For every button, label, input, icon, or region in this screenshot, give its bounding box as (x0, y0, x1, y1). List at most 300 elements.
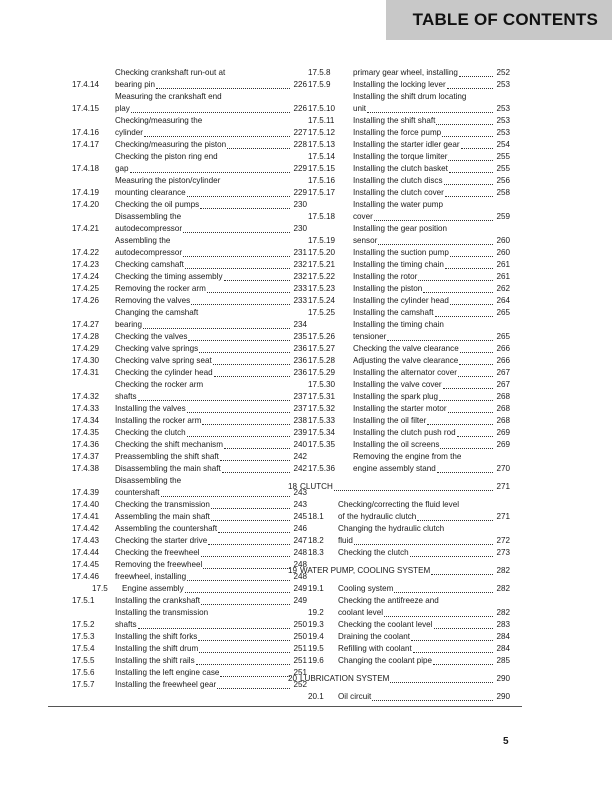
toc-entry-title: Cooling system (338, 584, 394, 593)
toc-entry-number: 17.4.26 (72, 296, 100, 305)
dot-leader (188, 340, 290, 341)
toc-entry-page: 253 (496, 80, 510, 89)
page-number: 5 (503, 736, 509, 747)
toc-entry[interactable] (288, 163, 510, 175)
toc-entry-page: 229 (293, 164, 307, 173)
toc-entry-number: 19.2 (308, 608, 324, 617)
dot-leader (387, 340, 493, 341)
toc-entry-title: sensor (353, 236, 378, 245)
toc-entry-number: 17.4.41 (72, 512, 100, 521)
toc-entry-title: shafts (115, 620, 137, 629)
toc-entry-title: Checking/correcting the fluid level (338, 500, 460, 509)
toc-entry-page: 251 (293, 644, 307, 653)
toc-entry[interactable] (288, 619, 510, 631)
toc-entry-title: Removing the valves (115, 296, 191, 305)
dot-leader (443, 388, 493, 389)
toc-entry[interactable] (72, 259, 307, 271)
toc-entry[interactable] (288, 319, 510, 343)
toc-entry-page: 268 (496, 416, 510, 425)
dot-leader (185, 268, 290, 269)
toc-entry-page: 267 (496, 368, 510, 377)
toc-entry-title: Installing the gear position (353, 224, 448, 233)
toc-entry-number: 17.4.39 (72, 488, 100, 497)
toc-entry[interactable] (288, 595, 510, 619)
dot-leader (214, 376, 290, 377)
toc-entry[interactable] (72, 415, 307, 427)
dot-leader (198, 640, 290, 641)
toc-entry[interactable] (72, 139, 307, 151)
dot-leader (433, 664, 493, 665)
toc-entry[interactable] (288, 691, 510, 703)
toc-entry-page: 232 (293, 272, 307, 281)
dot-leader (213, 364, 290, 365)
toc-entry-number: 17.5.34 (308, 428, 336, 437)
toc-entry[interactable] (288, 451, 510, 475)
toc-entry-title: cover (353, 212, 373, 221)
dot-leader (138, 628, 290, 629)
dot-leader (457, 436, 493, 437)
toc-entry[interactable] (72, 331, 307, 343)
toc-entry-number: 17.4.24 (72, 272, 100, 281)
toc-entry[interactable] (72, 67, 307, 91)
toc-entry-title: Measuring the piston/cylinder (115, 176, 221, 185)
toc-entry-title: Installing the shift rails (115, 656, 195, 665)
dot-leader (224, 280, 290, 281)
toc-entry-title: Checking the clutch (115, 428, 186, 437)
toc-entry[interactable] (72, 643, 307, 655)
toc-entry[interactable] (72, 355, 307, 367)
toc-entry-number: 17.5.1 (72, 596, 95, 605)
toc-entry-number: 19.6 (308, 656, 324, 665)
toc-entry-number: 17.5.6 (72, 668, 95, 677)
toc-entry[interactable] (72, 367, 307, 379)
dot-leader (201, 604, 290, 605)
toc-entry[interactable] (72, 571, 307, 583)
toc-entry-number: 17.5.16 (308, 176, 336, 185)
toc-entry-number: 19 (288, 566, 298, 575)
dot-leader (143, 328, 290, 329)
toc-entry[interactable] (288, 175, 510, 187)
toc-entry-number: 17.5.12 (308, 128, 336, 137)
toc-entry-title: play (115, 104, 130, 113)
toc-entry[interactable] (288, 271, 510, 283)
toc-entry-title: Installing the suction pump (353, 248, 449, 257)
toc-entry-number: 17.5 (92, 584, 108, 593)
toc-entry[interactable] (288, 547, 510, 559)
toc-entry-title: LUBRICATION SYSTEM (300, 674, 390, 683)
toc-entry-title: WATER PUMP, COOLING SYSTEM (300, 566, 431, 575)
dot-leader (445, 196, 493, 197)
toc-entry[interactable] (288, 565, 510, 577)
toc-entry-number: 17.5.29 (308, 368, 336, 377)
toc-entry-title: Installing the left engine case (115, 668, 220, 677)
toc-entry-page: 227 (293, 128, 307, 137)
dot-leader (458, 376, 493, 377)
toc-entry[interactable] (72, 499, 307, 511)
toc-entry-page: 233 (293, 284, 307, 293)
toc-entry-number: 18 (288, 482, 298, 491)
dot-leader (354, 544, 493, 545)
dot-leader (384, 616, 493, 617)
toc-entry-number: 17.5.28 (308, 356, 336, 365)
toc-entry-number: 17.5.31 (308, 392, 336, 401)
dot-leader (200, 208, 290, 209)
toc-entry[interactable] (72, 475, 307, 499)
dot-leader (372, 700, 493, 701)
toc-entry-number: 20.1 (308, 692, 324, 701)
toc-entry[interactable] (288, 343, 510, 355)
toc-entry-title: Checking the coolant level (338, 620, 433, 629)
toc-entry[interactable] (288, 307, 510, 319)
dot-leader (208, 544, 290, 545)
toc-entry-number: 17.5.27 (308, 344, 336, 353)
toc-entry-title: Checking the freewheel (115, 548, 200, 557)
dot-leader (394, 592, 493, 593)
toc-entry-number: 17.4.42 (72, 524, 100, 533)
toc-entry[interactable] (72, 523, 307, 535)
dot-leader (211, 508, 290, 509)
toc-entry-page: 269 (496, 428, 510, 437)
toc-entry-title: Installing the water pump (353, 200, 443, 209)
dot-leader (183, 232, 290, 233)
toc-entry-title: of the hydraulic clutch (338, 512, 417, 521)
toc-entry-page: 237 (293, 404, 307, 413)
toc-entry-number: 17.4.35 (72, 428, 100, 437)
toc-entry-page: 226 (293, 80, 307, 89)
dot-leader (460, 352, 493, 353)
toc-entry-number: 17.5.11 (308, 116, 335, 125)
toc-entry-page: 251 (293, 656, 307, 665)
toc-entry[interactable] (72, 439, 307, 451)
toc-entry-title: Assembling the main shaft (115, 512, 210, 521)
toc-entry[interactable] (72, 307, 307, 331)
toc-entry-title: Installing the piston (353, 284, 423, 293)
toc-entry[interactable] (288, 247, 510, 259)
toc-entry[interactable] (288, 391, 510, 403)
toc-entry-title: coolant level (338, 608, 383, 617)
toc-entry-page: 253 (496, 104, 510, 113)
toc-entry[interactable] (72, 655, 307, 667)
dot-leader (196, 664, 290, 665)
toc-entry-title: Draining the coolant (338, 632, 410, 641)
toc-entry-title: shafts (115, 392, 137, 401)
toc-entry-page: 282 (496, 608, 510, 617)
toc-entry-page: 255 (496, 152, 510, 161)
toc-entry-title: Checking valve spring seat (115, 356, 212, 365)
toc-entry[interactable] (72, 271, 307, 283)
toc-entry-number: 17.5.5 (72, 656, 95, 665)
toc-entry-page: 236 (293, 356, 307, 365)
toc-entry-number: 17.5.15 (308, 164, 336, 173)
toc-entry[interactable] (288, 127, 510, 139)
toc-entry-title: Installing the clutch push rod (353, 428, 456, 437)
toc-entry-title: Installing the freewheel gear (115, 680, 217, 689)
toc-entry-page: 230 (293, 224, 307, 233)
dot-leader (217, 688, 290, 689)
toc-entry-number: 17.4.15 (72, 104, 100, 113)
toc-entry-number: 20 (288, 674, 298, 683)
toc-entry-number: 17.4.34 (72, 416, 100, 425)
toc-entry-number: 17.4.40 (72, 500, 100, 509)
toc-entry-title: bearing pin (115, 80, 156, 89)
toc-entry-number: 17.5.2 (72, 620, 95, 629)
dot-leader (334, 490, 493, 491)
toc-entry[interactable] (288, 523, 510, 547)
toc-entry-title: unit (353, 104, 367, 113)
toc-entry-title: Installing the shift drum (115, 644, 199, 653)
toc-entry-page: 249 (293, 596, 307, 605)
toc-entry[interactable] (288, 427, 510, 439)
toc-entry[interactable] (72, 199, 307, 211)
toc-entry[interactable] (288, 673, 510, 685)
toc-entry[interactable] (288, 199, 510, 223)
toc-entry[interactable] (288, 223, 510, 247)
toc-entry-title: Disassembling the (115, 212, 182, 221)
toc-entry-number: 17.4.45 (72, 560, 100, 569)
toc-entry-title: Changing the coolant pipe (338, 656, 433, 665)
toc-entry[interactable] (72, 379, 307, 403)
toc-entry[interactable] (288, 631, 510, 643)
toc-entry[interactable] (72, 403, 307, 415)
toc-entry[interactable] (72, 511, 307, 523)
toc-entry-title: Installing the camshaft (353, 308, 434, 317)
dot-leader (227, 148, 290, 149)
toc-entry-page: 266 (496, 344, 510, 353)
toc-entry[interactable] (288, 643, 510, 655)
toc-entry-number: 17.4.23 (72, 260, 100, 269)
toc-entry-number: 17.5.10 (308, 104, 336, 113)
toc-entry-title: cylinder (115, 128, 143, 137)
dot-leader (450, 256, 493, 257)
toc-entry-title: engine assembly stand (353, 464, 436, 473)
toc-entry-title: Removing the rocker arm (115, 284, 206, 293)
toc-entry[interactable] (288, 295, 510, 307)
toc-entry[interactable] (72, 175, 307, 199)
toc-entry-title: Installing the oil screens (353, 440, 440, 449)
dot-leader (222, 472, 290, 473)
toc-entry-title: Checking the clutch (338, 548, 409, 557)
dot-leader (411, 640, 493, 641)
toc-entry-page: 284 (496, 644, 510, 653)
toc-entry-title: Checking the oil pumps (115, 200, 200, 209)
toc-entry[interactable] (72, 559, 307, 571)
toc-entry-page: 230 (293, 200, 307, 209)
toc-entry[interactable] (72, 451, 307, 463)
toc-entry-title: Checking the rocker arm (115, 380, 204, 389)
dot-leader (138, 400, 290, 401)
toc-entry-number: 17.4.21 (72, 224, 100, 233)
toc-entry-number: 17.5.14 (308, 152, 336, 161)
toc-entry-page: 242 (293, 452, 307, 461)
toc-entry-title: Installing the shift shaft (353, 116, 436, 125)
toc-entry[interactable] (72, 115, 307, 139)
toc-entry-page: 228 (293, 140, 307, 149)
toc-entry-page: 266 (496, 356, 510, 365)
toc-entry-title: Installing the rocker arm (115, 416, 202, 425)
toc-entry-title: countershaft (115, 488, 160, 497)
toc-entry-page: 254 (496, 140, 510, 149)
toc-entry[interactable] (288, 379, 510, 391)
toc-entry-title: Adjusting the valve clearance (353, 356, 459, 365)
toc-entry-number: 17.5.20 (308, 248, 336, 257)
toc-entry-number: 17.4.20 (72, 200, 100, 209)
toc-entry-page: 242 (293, 464, 307, 473)
toc-entry-title: Installing the timing chain (353, 260, 444, 269)
dot-leader (202, 424, 290, 425)
toc-entry[interactable] (72, 631, 307, 643)
toc-entry-number: 17.4.38 (72, 464, 100, 473)
toc-entry[interactable] (288, 415, 510, 427)
dot-leader (390, 682, 493, 683)
toc-entry-page: 239 (293, 428, 307, 437)
toc-entry[interactable] (288, 439, 510, 451)
dot-leader (191, 304, 290, 305)
toc-entry[interactable] (72, 535, 307, 547)
toc-entry-number: 17.4.28 (72, 332, 100, 341)
toc-entry-number: 19.4 (308, 632, 324, 641)
toc-entry[interactable] (288, 481, 510, 493)
toc-entry-number: 18.1 (308, 512, 324, 521)
toc-entry[interactable] (72, 679, 307, 691)
toc-entry[interactable] (72, 235, 307, 259)
dot-leader (427, 424, 493, 425)
toc-entry[interactable] (288, 151, 510, 163)
toc-entry-title: Checking the timing assembly (115, 272, 223, 281)
toc-entry[interactable] (288, 139, 510, 151)
dot-leader (183, 256, 290, 257)
toc-entry-number: 17.4.17 (72, 140, 100, 149)
toc-entry-title: primary gear wheel, installing (353, 68, 458, 77)
toc-entry-title: mounting clearance (115, 188, 186, 197)
toc-entry[interactable] (288, 79, 510, 91)
toc-entry-number: 19.3 (308, 620, 324, 629)
toc-entry-number: 17.5.8 (308, 68, 331, 77)
toc-entry-title: Assembling the countershaft (115, 524, 218, 533)
toc-entry-title: Oil circuit (338, 692, 372, 701)
toc-entry-page: 272 (496, 536, 510, 545)
toc-entry-page: 260 (496, 248, 510, 257)
toc-entry-page: 265 (496, 308, 510, 317)
toc-entry-page: 261 (496, 260, 510, 269)
toc-entry-number: 17.4.36 (72, 440, 100, 449)
dot-leader (436, 124, 493, 125)
toc-entry[interactable] (288, 367, 510, 379)
toc-entry-title: Checking the valve clearance (353, 344, 459, 353)
toc-entry-title: Checking the starter drive (115, 536, 208, 545)
toc-entry-title: bearing (115, 320, 143, 329)
toc-entry[interactable] (288, 355, 510, 367)
toc-entry[interactable] (72, 547, 307, 559)
toc-entry-page: 262 (496, 284, 510, 293)
toc-entry-page: 245 (293, 512, 307, 521)
toc-entry-title: Installing the spark plug (353, 392, 439, 401)
toc-entry-number: 17.5.4 (72, 644, 95, 653)
toc-entry[interactable] (72, 607, 307, 631)
toc-entry-number: 17.5.24 (308, 296, 336, 305)
toc-entry[interactable] (72, 427, 307, 439)
toc-entry-title: Checking camshaft (115, 260, 184, 269)
toc-entry[interactable] (288, 283, 510, 295)
toc-entry-title: Checking crankshaft run-out at (115, 68, 226, 77)
dot-leader (410, 556, 493, 557)
dot-leader (450, 304, 493, 305)
toc-entry[interactable] (288, 583, 510, 595)
dot-leader (442, 136, 493, 137)
dot-leader (211, 520, 290, 521)
toc-entry-page: 237 (293, 392, 307, 401)
toc-entry-page: 250 (293, 620, 307, 629)
toc-entry-page: 268 (496, 392, 510, 401)
toc-entry-page: 271 (496, 482, 510, 491)
dot-leader (461, 148, 493, 149)
toc-entry-title: Installing the clutch cover (353, 188, 444, 197)
dot-leader (220, 676, 290, 677)
toc-entry-title: Checking the shift mechanism (115, 440, 223, 449)
toc-entry[interactable] (288, 499, 510, 523)
toc-entry[interactable] (288, 259, 510, 271)
toc-entry-number: 17.5.21 (308, 260, 336, 269)
dot-leader (437, 472, 493, 473)
dot-leader (439, 400, 493, 401)
toc-entry[interactable] (72, 343, 307, 355)
toc-entry[interactable] (288, 403, 510, 415)
toc-right-column (288, 67, 510, 703)
toc-entry-number: 17.4.25 (72, 284, 100, 293)
toc-entry[interactable] (72, 91, 307, 115)
toc-entry-page: 249 (293, 584, 307, 593)
toc-entry[interactable] (72, 667, 307, 679)
toc-entry-title: autodecompressor (115, 248, 183, 257)
toc-entry-page: 248 (293, 560, 307, 569)
toc-entry[interactable] (72, 151, 307, 175)
toc-entry-title: autodecompressor (115, 224, 183, 233)
toc-entry-title: Checking/measuring the (115, 116, 203, 125)
toc-entry[interactable] (72, 211, 307, 235)
dot-leader (434, 628, 494, 629)
toc-entry-number: 17.5.26 (308, 332, 336, 341)
toc-entry-number: 17.4.22 (72, 248, 100, 257)
toc-entry-page: 290 (496, 674, 510, 683)
toc-entry[interactable] (72, 295, 307, 307)
toc-entry-title: Installing the timing chain (353, 320, 444, 329)
toc-entry[interactable] (72, 463, 307, 475)
toc-entry-page: 267 (496, 380, 510, 389)
toc-entry-page: 259 (496, 212, 510, 221)
toc-entry-page: 251 (293, 668, 307, 677)
toc-entry[interactable] (72, 583, 307, 595)
toc-entry[interactable] (288, 115, 510, 127)
toc-entry[interactable] (288, 655, 510, 667)
dot-leader (218, 532, 290, 533)
dot-leader (187, 436, 290, 437)
dot-leader (444, 184, 493, 185)
toc-entry[interactable] (288, 91, 510, 115)
toc-entry[interactable] (288, 187, 510, 199)
toc-entry-page: 258 (496, 188, 510, 197)
toc-entry-title: Checking the cylinder head (115, 368, 213, 377)
toc-entry-page: 246 (293, 524, 307, 533)
toc-entry-number: 17.4.31 (72, 368, 100, 377)
toc-entry-page: 248 (293, 548, 307, 557)
toc-entry-title: Checking the piston ring end (115, 152, 218, 161)
toc-entry[interactable] (288, 67, 510, 79)
toc-entry[interactable] (72, 283, 307, 295)
toc-entry-title: Installing the starter idler gear (353, 140, 460, 149)
dot-leader (413, 652, 493, 653)
toc-entry-title: Installing the valves (115, 404, 186, 413)
toc-entry[interactable] (72, 595, 307, 607)
toc-entry-number: 17.4.30 (72, 356, 100, 365)
